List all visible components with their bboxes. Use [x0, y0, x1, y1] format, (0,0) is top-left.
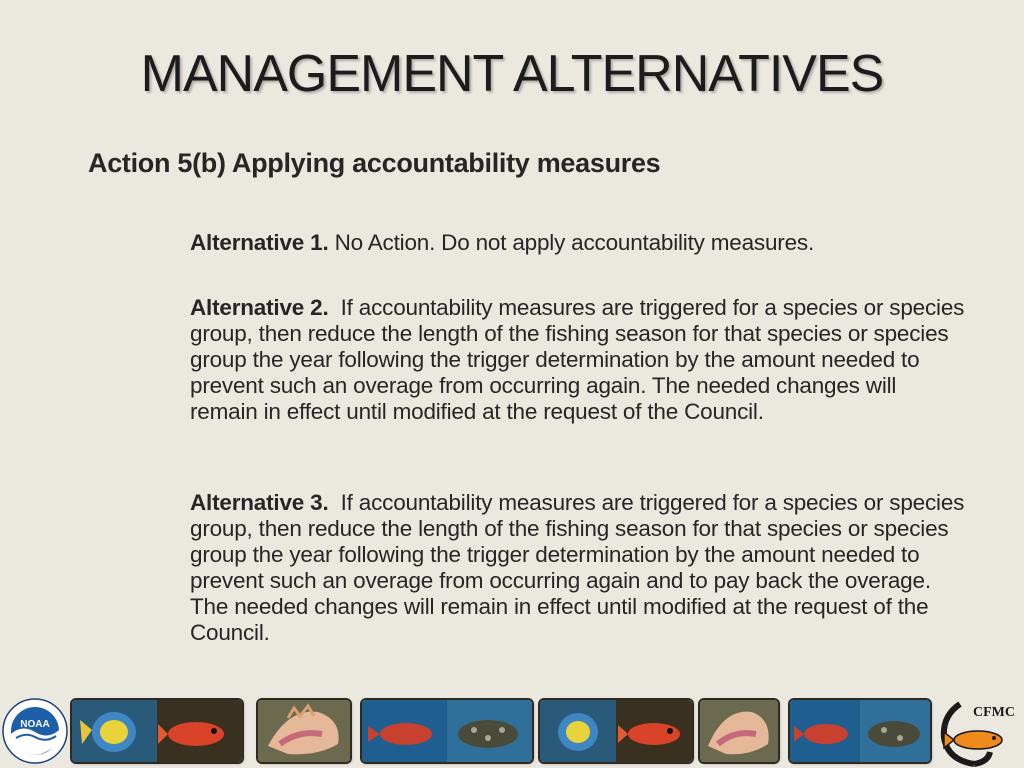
alternative-2 — [190, 295, 965, 425]
alternative-3-text: If accountability measures are triggered for a species or species group, then reduce the length of the fishing season for that species or species group the year following the trigger determination by the amount needed to prevent such an overage from occurring again and to pay back the overage. The needed changes will remain in effect until modified at the request of the Council. — [190, 490, 965, 645]
conch-photo-tile — [700, 700, 778, 762]
alternative-1-text: No Action. Do not apply accountability measures. — [334, 230, 814, 255]
footer-banner — [0, 696, 1024, 768]
fish-photo-tile — [72, 700, 242, 762]
slide-title: MANAGEMENT ALTERNATIVES — [140, 45, 884, 103]
alternative-2-text: If accountability measures are triggered for a species or species group, then reduce the length of the fishing season for that species or species group the year following the trigger determination by the amount needed to prevent such an overage from occurring again. The needed changes will remain in effect until modified at the request of the Council. — [190, 295, 965, 424]
fish-photo-tile — [790, 700, 930, 762]
fish-photo-tile — [362, 700, 532, 762]
cfmc-logo-text: CFMC — [973, 705, 1015, 720]
noaa-logo-text: NOAA — [20, 719, 50, 730]
conch-photo-tile — [258, 700, 350, 762]
alternative-1 — [190, 230, 965, 256]
noaa-logo — [2, 698, 68, 764]
action-subtitle: Action 5(b) Applying accountability measures — [88, 148, 661, 178]
alternative-2-label: Alternative 2. — [190, 295, 329, 320]
fish-photo-tile — [540, 700, 692, 762]
alternative-3-label: Alternative 3. — [190, 490, 329, 515]
alternative-3 — [190, 490, 965, 646]
alternative-1-label: Alternative 1. — [190, 230, 329, 255]
cfmc-logo — [938, 696, 1022, 768]
